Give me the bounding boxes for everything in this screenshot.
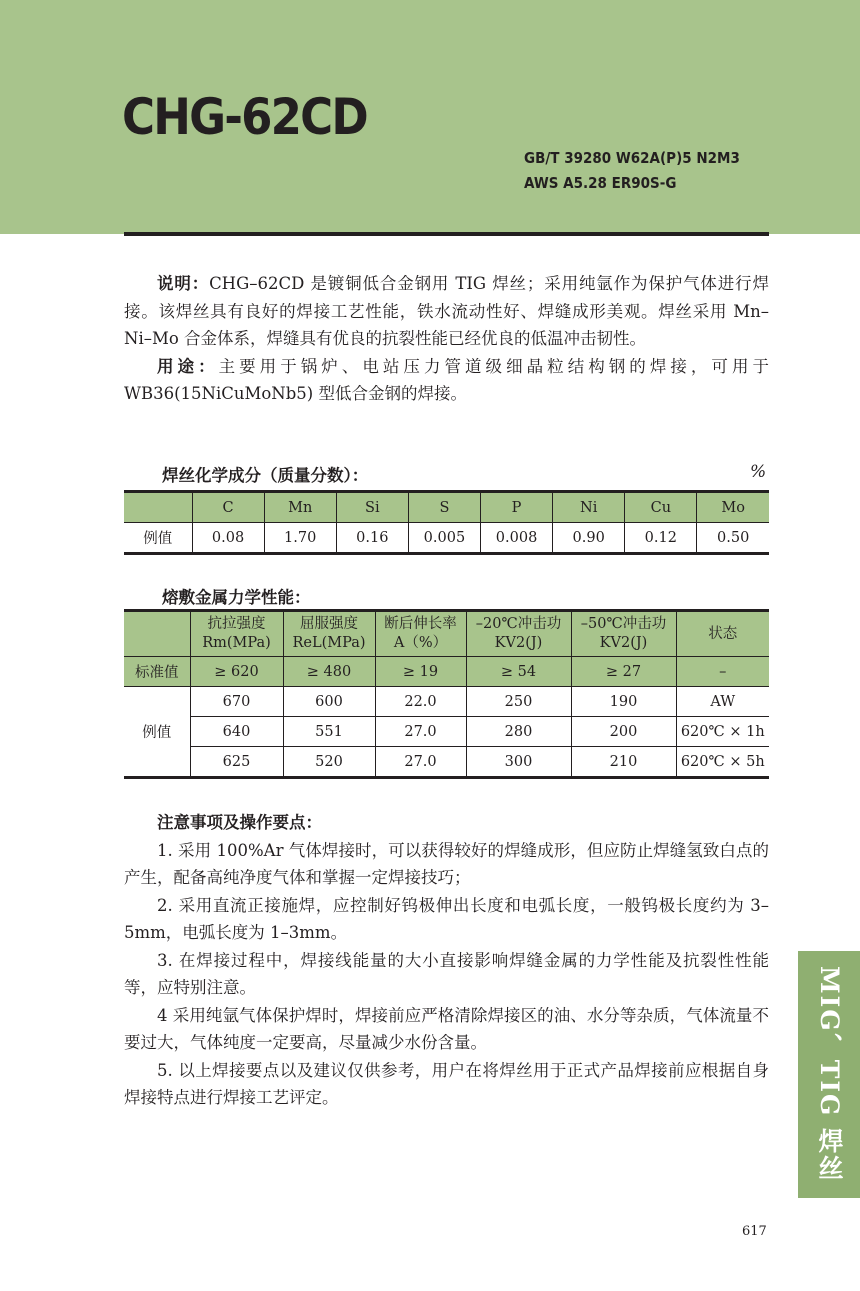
value-cell: ≥ 480 <box>283 657 375 687</box>
value-cell: 640 <box>190 717 283 747</box>
page-number: 617 <box>742 1224 767 1239</box>
element-header: Mo <box>697 492 769 523</box>
value-cell: ≥ 620 <box>190 657 283 687</box>
row-label: 标准值 <box>124 657 190 687</box>
value-cell: 620℃ × 1h <box>676 717 769 747</box>
value-cell: 27.0 <box>375 747 466 778</box>
value-cell: 0.08 <box>192 523 264 554</box>
value-cell: 250 <box>466 687 571 717</box>
chemistry-table <box>124 490 769 555</box>
value-cell: 27.0 <box>375 717 466 747</box>
description-label: 说明： <box>157 274 210 293</box>
value-cell: 0.008 <box>481 523 553 554</box>
description-text: CHG–62CD 是镀铜低合金钢用 TIG 焊丝；采用纯氩作为保护气体进行焊接。该焊丝具有良好的焊接工艺性能，铁水流动性好、焊缝成形美观。焊丝采用 Mn–Ni–Mo 合金体系，焊缝具有优良的抗裂性能已经优良的低温冲击韧性。 <box>124 274 769 348</box>
usage-label: 用途： <box>157 356 219 376</box>
value-cell: 0.005 <box>408 523 480 554</box>
note-item: 5. 以上焊接要点以及建议仅供参考，用户在将焊丝用于正式产品焊接前应根据自身焊接特点进行焊接工艺评定。 <box>124 1060 769 1107</box>
description-paragraph <box>124 270 769 353</box>
column-header: 抗拉强度 Rm(MPa) <box>190 611 283 657</box>
chemistry-header-row <box>124 492 769 523</box>
table-cell <box>124 492 192 523</box>
value-cell: 0.50 <box>697 523 769 554</box>
element-header: P <box>481 492 553 523</box>
value-cell: ≥ 54 <box>466 657 571 687</box>
product-title: CHG-62CD <box>122 88 367 146</box>
column-header: –50℃冲击功 KV2(J) <box>571 611 676 657</box>
value-cell: 0.12 <box>625 523 697 554</box>
note-item: 4 采用纯氩气体保护焊时，焊接前应严格清除焊接区的油、水分等杂质，气体流量不要过大，气体纯度一定要高，尽量减少水份含量。 <box>124 1005 769 1052</box>
standard-aws: AWS A5.28 ER90S-G <box>524 174 677 192</box>
notes-title: 注意事项及操作要点： <box>157 813 322 832</box>
element-header: C <box>192 492 264 523</box>
value-cell: 0.16 <box>336 523 408 554</box>
table-cell <box>124 611 190 657</box>
standard-row <box>124 657 769 687</box>
element-header: S <box>408 492 480 523</box>
value-cell: 0.90 <box>553 523 625 554</box>
example-row <box>124 687 769 717</box>
row-label: 例值 <box>124 687 190 778</box>
chemistry-title: 焊丝化学成分（质量分数）： <box>162 466 369 485</box>
value-cell: 551 <box>283 717 375 747</box>
header-band <box>0 0 860 234</box>
header-rule <box>124 232 769 236</box>
column-header: –20℃冲击功 KV2(J) <box>466 611 571 657</box>
value-cell: 620℃ × 5h <box>676 747 769 778</box>
element-header: Si <box>336 492 408 523</box>
standard-gb: GB/T 39280 W62A(P)5 N2M3 <box>524 149 740 167</box>
value-cell: ≥ 27 <box>571 657 676 687</box>
value-cell: 300 <box>466 747 571 778</box>
column-header: 屈服强度 ReL(MPa) <box>283 611 375 657</box>
usage-text: 主要用于锅炉、电站压力管道级细晶粒结构钢的焊接，可用于 WB36(15NiCuMoNb5) 型低合金钢的焊接。 <box>124 356 770 403</box>
value-cell: 600 <box>283 687 375 717</box>
value-cell: AW <box>676 687 769 717</box>
value-cell: 190 <box>571 687 676 717</box>
row-label: 例值 <box>143 531 173 547</box>
note-item: 3. 在焊接过程中，焊接线能量的大小直接影响焊缝金属的力学性能及抗裂性性能等，应特别注意。 <box>124 950 769 997</box>
value-cell: 200 <box>571 717 676 747</box>
notes-section <box>124 809 769 1112</box>
intro-section <box>124 270 769 408</box>
note-item: 2. 采用直流正接施焊，应控制好钨极伸出长度和电弧长度，一般钨极长度约为 3–5mm，电弧长度为 1–3mm。 <box>124 895 769 942</box>
chemistry-value-row <box>124 523 769 554</box>
element-header: Cu <box>625 492 697 523</box>
value-cell: 210 <box>571 747 676 778</box>
value-cell: 22.0 <box>375 687 466 717</box>
value-cell: 625 <box>190 747 283 778</box>
example-row <box>124 747 769 778</box>
element-header: Ni <box>553 492 625 523</box>
mechanical-header-row <box>124 611 769 657</box>
column-header: 状态 <box>676 611 769 657</box>
mechanical-table <box>124 609 769 779</box>
value-cell: ≥ 19 <box>375 657 466 687</box>
section-tab: MIG、TIG 焊丝 <box>798 951 860 1198</box>
mechanical-title: 熔敷金属力学性能： <box>162 588 311 607</box>
element-header: Mn <box>264 492 336 523</box>
usage-paragraph <box>124 353 769 408</box>
standards-block <box>524 146 740 196</box>
value-cell: 670 <box>190 687 283 717</box>
column-header: 断后伸长率 A（%） <box>375 611 466 657</box>
value-cell: – <box>676 657 769 687</box>
note-item: 1. 采用 100%Ar 气体焊接时，可以获得较好的焊缝成形，但应防止焊缝氢致白点的产生，配备高纯净度气体和掌握一定焊接技巧； <box>124 840 769 887</box>
example-row <box>124 717 769 747</box>
value-cell: 280 <box>466 717 571 747</box>
chemistry-unit: % <box>750 462 767 482</box>
value-cell: 520 <box>283 747 375 778</box>
value-cell: 1.70 <box>264 523 336 554</box>
